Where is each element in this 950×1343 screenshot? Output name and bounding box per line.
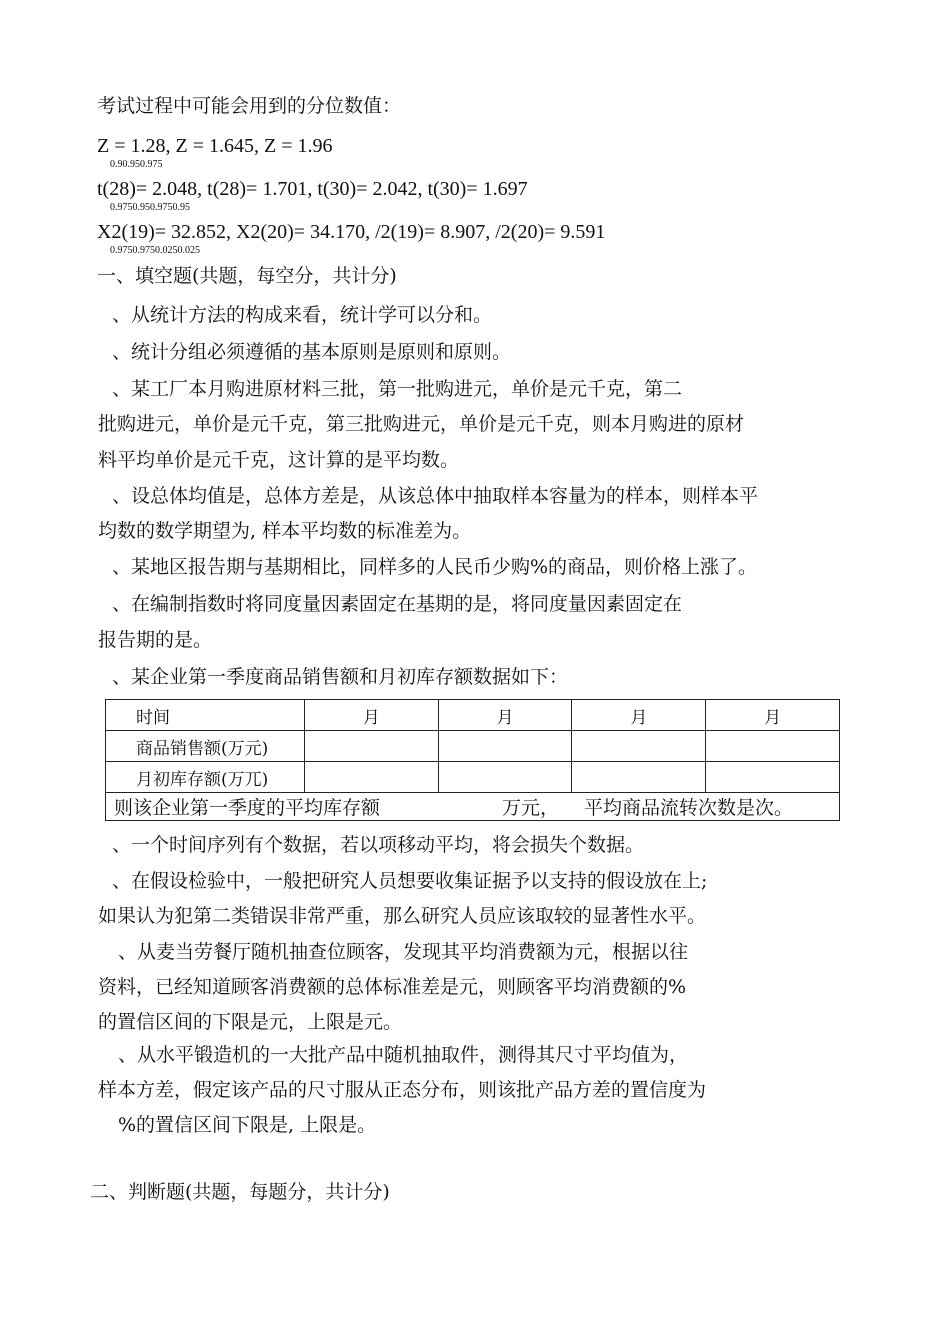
question-line: 样本方差，假定该产品的尺寸服从正态分布，则该批产品方差的置信度为 (98, 1079, 707, 1101)
question-line: 、从水平锻造机的一大批产品中随机抽取件，测得其尺寸平均值为， (118, 1044, 689, 1066)
question-line: 、某地区报告期与基期相比，同样多的人民币少购%的商品，则价格上涨了。 (112, 556, 758, 578)
table-footer-row (106, 793, 840, 821)
footer-text-b: 万元， (502, 797, 560, 819)
table-cell: 月初库存额(万兀) (106, 762, 305, 793)
section-2-title: 二、判断题(共题，每题分，共计分) (90, 1181, 390, 1203)
formula-z: Z = 1.28, Z = 1.645, Z = 1.96 (97, 135, 333, 157)
question-line: 资料，已经知道顾客消费额的总体标准差是元，则顾客平均消费额的% (98, 976, 687, 998)
table-cell: 月 (438, 700, 572, 731)
question-line: 、从统计方法的构成来看，统计学可以分和。 (112, 304, 493, 326)
footer-text-a: 则该企业第一季度的平均库存额 (114, 797, 381, 819)
table-cell (706, 762, 840, 793)
question-line: 报告期的是。 (98, 629, 213, 651)
table-cell (438, 731, 572, 762)
question-line: 均数的数学期望为, 样本平均数的标准差为。 (98, 520, 472, 542)
question-line: 如果认为犯第二类错误非常严重，那么研究人员应该取较的显著性水平。 (98, 905, 707, 927)
table-cell (305, 731, 439, 762)
table-header-row (106, 700, 840, 731)
table-cell: 商品销售额(万元) (106, 731, 305, 762)
formula-chi-subscripts: 0.9750.9750.0250.025 (110, 245, 200, 256)
table-row (106, 762, 840, 793)
question-line: 的置信区间的下限是元，上限是元。 (98, 1011, 403, 1033)
table-footer-cell (106, 793, 840, 821)
formula-z-subscripts: 0.90.950.975 (110, 159, 163, 170)
table-cell: 月 (305, 700, 439, 731)
formula-t: t(28)= 2.048, t(28)= 1.701, t(30)= 2.042, t(30)= 1.697 (97, 178, 528, 200)
table-cell: 月 (706, 700, 840, 731)
question-line: 、在假设检验中，一般把研究人员想要收集证据予以支持的假设放在上; (112, 870, 708, 892)
table-cell (305, 762, 439, 793)
question-line: 、统计分组必须遵循的基本原则是原则和原则。 (112, 341, 512, 363)
question-line: 料平均单价是元千克，这计算的是平均数。 (98, 449, 460, 471)
table-cell (706, 731, 840, 762)
table-cell: 月 (572, 700, 706, 731)
formula-t-subscripts: 0.9750.950.9750.95 (110, 202, 190, 213)
sales-inventory-table (105, 699, 840, 821)
intro-line: 考试过程中可能会用到的分位数值： (97, 95, 402, 117)
table-cell: 时间 (106, 700, 305, 731)
question-line: 批购进元，单价是元千克，第三批购进元，单价是元千克，则本月购进的原材 (98, 413, 745, 435)
section-1-title: 一、填空题(共题，每空分，共计分) (97, 265, 397, 287)
table-cell (572, 762, 706, 793)
question-line: 、一个时间序列有个数据，若以项移动平均，将会损失个数据。 (112, 834, 645, 856)
question-line: 、设总体均值是，总体方差是，从该总体中抽取样本容量为的样本，则样本平 (112, 485, 759, 507)
table-cell (572, 731, 706, 762)
formula-chi: X2(19)= 32.852, X2(20)= 34.170, /2(19)= 8.907, /2(20)= 9.591 (97, 221, 606, 243)
question-line: 、在编制指数时将同度量因素固定在基期的是，将同度量因素固定在 (112, 593, 683, 615)
footer-text-c: 平均商品流转次数是次。 (584, 797, 794, 819)
question-line: 、某企业第一季度商品销售额和月初库存额数据如下： (112, 666, 569, 688)
table-cell (438, 762, 572, 793)
question-line: 、某工厂本月购进原材料三批，第一批购进元，单价是元千克，第二 (112, 378, 683, 400)
question-line: 、从麦当劳餐厅随机抽查位顾客，发现其平均消费额为元，根据以往 (118, 941, 689, 963)
table-row (106, 731, 840, 762)
question-line: %的置信区间下限是, 上限是。 (118, 1114, 377, 1136)
